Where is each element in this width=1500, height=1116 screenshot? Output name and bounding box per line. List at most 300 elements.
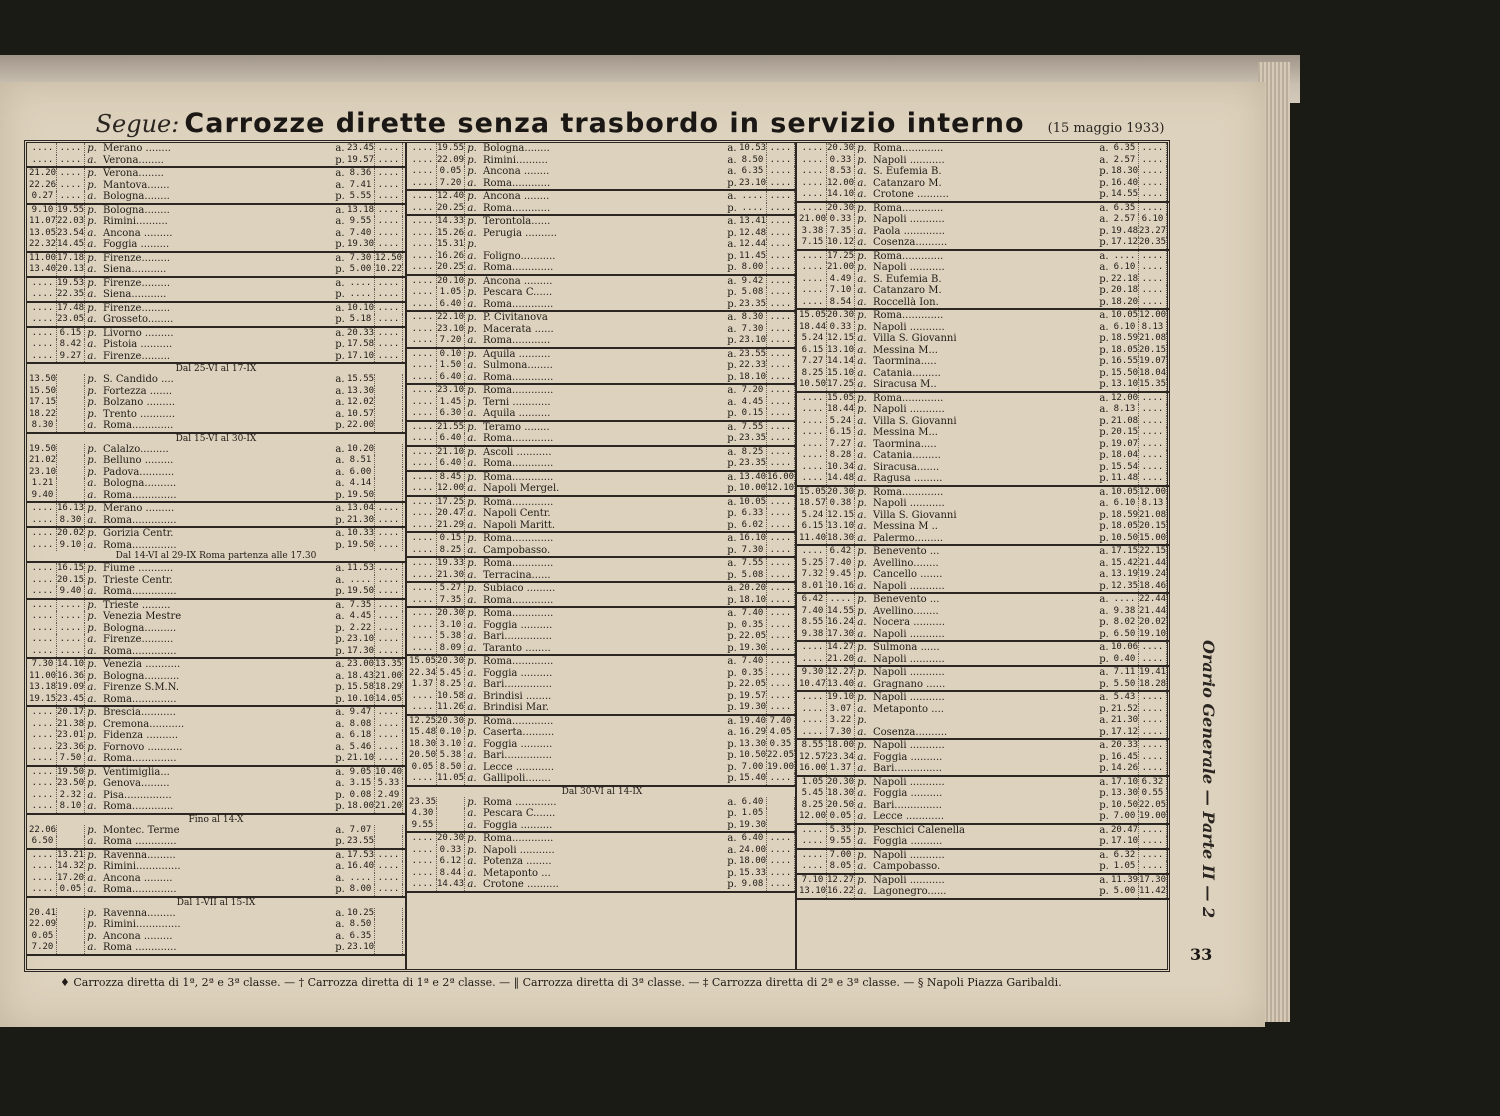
dep-arr-mark: p. bbox=[335, 539, 345, 551]
dep-arr-mark: a. bbox=[857, 438, 867, 450]
dep-arr-mark: p. bbox=[335, 634, 345, 645]
time-cell: 3.22 bbox=[827, 715, 855, 727]
route-block bbox=[797, 203, 1169, 251]
dep-arr-mark: p. bbox=[467, 239, 477, 250]
time-cell: .... bbox=[375, 646, 403, 658]
time-cell: 16.55 bbox=[1111, 356, 1139, 366]
dep-arr-mark: a. bbox=[727, 385, 737, 396]
time-cell: .... bbox=[767, 656, 795, 668]
station-name: Napoli ........... bbox=[873, 321, 945, 333]
dep-arr-mark: a. bbox=[857, 836, 867, 847]
timetable-row bbox=[29, 919, 403, 931]
time-cell: 18.00 bbox=[347, 801, 375, 811]
timetable-row bbox=[799, 594, 1167, 606]
dep-arr-mark: a. bbox=[857, 285, 867, 296]
dep-arr-mark: a. bbox=[467, 808, 477, 819]
dep-arr-mark: p. bbox=[467, 471, 477, 483]
time-cell: 11.42 bbox=[1139, 886, 1167, 896]
station-name: S. Eufemia B. bbox=[873, 166, 942, 177]
time-cell: 10.40 bbox=[375, 766, 403, 777]
dep-arr-mark: p. bbox=[467, 275, 477, 287]
time-cell: .... bbox=[57, 611, 85, 623]
time-cell: .... bbox=[409, 447, 437, 459]
time-cell: 14.55 bbox=[1111, 189, 1139, 199]
time-cell: 10.50 bbox=[799, 379, 827, 389]
time-cell: .... bbox=[767, 312, 795, 324]
station-name: Ancona ......... bbox=[103, 872, 173, 884]
time-cell: .... bbox=[799, 416, 827, 428]
time-cell: .... bbox=[29, 289, 57, 301]
dep-arr-mark: p. bbox=[727, 298, 737, 310]
time-cell: .... bbox=[799, 404, 827, 416]
time-cell: 18.30 bbox=[827, 788, 855, 798]
dep-arr-mark: p. bbox=[857, 321, 867, 333]
timetable-row bbox=[409, 879, 795, 891]
route-block bbox=[407, 216, 797, 276]
time-cell: 11.05 bbox=[437, 773, 465, 783]
station-name: Genova......... bbox=[103, 778, 170, 789]
time-cell: 11.48 bbox=[1111, 473, 1139, 483]
time-cell: .... bbox=[409, 372, 437, 384]
route-block bbox=[797, 251, 1169, 311]
station-name: Catanzaro M. bbox=[873, 285, 942, 296]
timetable-row bbox=[29, 339, 403, 351]
timetable-row bbox=[29, 646, 403, 658]
time-cell: 9.10 bbox=[29, 205, 57, 217]
time-cell: .... bbox=[409, 533, 437, 545]
time-cell: 11.39 bbox=[1111, 874, 1139, 885]
dep-arr-mark: a. bbox=[87, 836, 97, 847]
time-cell: 10.16 bbox=[827, 580, 855, 591]
time-cell: .... bbox=[375, 143, 403, 155]
time-cell: 21.10 bbox=[347, 753, 375, 763]
time-cell: .... bbox=[1139, 439, 1167, 451]
station-name: Siena........... bbox=[103, 289, 167, 300]
page-title: Carrozze dirette senza trasbordo in servizio interno bbox=[184, 108, 1025, 139]
dep-arr-mark: a. bbox=[467, 433, 477, 444]
route-block bbox=[797, 825, 1169, 850]
dep-arr-mark: a. bbox=[857, 225, 867, 237]
time-cell: .... bbox=[767, 668, 795, 680]
timetable-row bbox=[409, 570, 795, 582]
timetable-row bbox=[799, 262, 1167, 274]
time-cell: 0.05 bbox=[827, 811, 855, 823]
time-cell: .... bbox=[767, 679, 795, 691]
time-cell: 22.09 bbox=[29, 919, 57, 929]
timetable-row bbox=[799, 333, 1167, 345]
time-cell: 14.55 bbox=[827, 605, 855, 616]
timetable-row bbox=[799, 322, 1167, 334]
time-cell: 8.00 bbox=[347, 884, 375, 896]
time-cell bbox=[375, 919, 403, 931]
station-name: Roma.............. bbox=[103, 539, 177, 551]
time-cell: .... bbox=[29, 884, 57, 896]
dep-arr-mark: a. bbox=[857, 788, 867, 799]
time-cell: 7.40 bbox=[799, 606, 827, 618]
dep-arr-mark: a. bbox=[335, 670, 345, 682]
time-cell: 11.00 bbox=[29, 252, 57, 263]
time-cell: .... bbox=[409, 868, 437, 880]
dep-arr-mark: a. bbox=[335, 659, 345, 670]
timetable-row bbox=[29, 694, 403, 706]
dep-arr-mark: p. bbox=[1099, 415, 1109, 427]
time-cell: 21.20 bbox=[29, 168, 57, 178]
dep-arr-mark: a. bbox=[857, 751, 867, 763]
dep-arr-mark: a. bbox=[1099, 594, 1109, 605]
station-name: Bari............... bbox=[483, 750, 552, 761]
time-cell: 18.46 bbox=[1139, 580, 1167, 591]
dep-arr-mark: a. bbox=[1099, 569, 1109, 580]
dep-arr-mark: p. bbox=[727, 667, 737, 679]
time-cell: 23.55 bbox=[347, 836, 375, 846]
time-cell: .... bbox=[375, 586, 403, 598]
time-cell: .... bbox=[1139, 704, 1167, 716]
timetable-row bbox=[799, 427, 1167, 439]
time-cell: 21.30 bbox=[1111, 715, 1139, 725]
timetable-row bbox=[409, 656, 795, 668]
station-name: Roma............. bbox=[483, 533, 554, 544]
time-cell: .... bbox=[799, 825, 827, 837]
timetable-row bbox=[409, 691, 795, 703]
dep-arr-mark: a. bbox=[727, 533, 737, 544]
time-cell: 17.25 bbox=[827, 379, 855, 389]
station-name: Gallipoli........ bbox=[483, 773, 551, 784]
time-cell: .... bbox=[739, 203, 767, 215]
time-cell: 16.00 bbox=[799, 763, 827, 773]
dep-arr-mark: p. bbox=[87, 622, 97, 634]
time-cell: 5.24 bbox=[827, 416, 855, 428]
time-cell: 19.40 bbox=[739, 715, 767, 726]
dep-arr-mark: p. bbox=[467, 446, 477, 458]
dep-arr-mark: a. bbox=[467, 519, 477, 531]
time-cell: 13.04 bbox=[347, 503, 375, 513]
time-cell: .... bbox=[409, 324, 437, 336]
dep-arr-mark: a. bbox=[87, 634, 97, 645]
dep-arr-mark: p. bbox=[857, 486, 867, 498]
dep-arr-mark: a. bbox=[857, 379, 867, 390]
dep-arr-mark: a. bbox=[1099, 605, 1109, 617]
dep-arr-mark: a. bbox=[467, 458, 477, 469]
time-cell: 10.47 bbox=[799, 678, 827, 689]
timetable-row bbox=[29, 719, 403, 731]
time-cell: 15.05 bbox=[409, 656, 437, 666]
time-cell: 12.44 bbox=[739, 239, 767, 249]
station-name: Bologna.......... bbox=[103, 478, 177, 489]
time-cell: 23.05 bbox=[57, 314, 85, 324]
time-cell: 18.28 bbox=[1139, 678, 1167, 689]
time-cell: 10.05 bbox=[739, 496, 767, 507]
route-block bbox=[797, 546, 1169, 594]
station-name: Trento ........... bbox=[103, 408, 175, 420]
time-cell: .... bbox=[375, 563, 403, 575]
station-name: Foggia .......... bbox=[873, 788, 943, 799]
time-cell: 8.51 bbox=[347, 455, 375, 467]
time-cell: 5.45 bbox=[437, 668, 465, 680]
time-cell: 23.35 bbox=[409, 796, 437, 807]
dep-arr-mark: p. bbox=[335, 350, 345, 362]
time-cell bbox=[57, 386, 85, 398]
time-cell: 20.25 bbox=[437, 202, 465, 213]
dep-arr-mark: p. bbox=[727, 642, 737, 654]
dep-arr-mark: p. bbox=[335, 239, 345, 250]
time-cell bbox=[375, 467, 403, 479]
station-name: Napoli ........... bbox=[873, 498, 945, 509]
timetable-row bbox=[409, 820, 795, 832]
dep-arr-mark: a. bbox=[335, 872, 345, 884]
route-block bbox=[27, 898, 405, 956]
dep-arr-mark: a. bbox=[727, 275, 737, 287]
time-cell bbox=[375, 908, 403, 920]
timetable-row bbox=[29, 155, 403, 167]
dep-arr-mark: a. bbox=[467, 879, 477, 890]
time-cell: 20.10 bbox=[437, 275, 465, 286]
timetable-row bbox=[799, 825, 1167, 837]
dep-arr-mark: p. bbox=[727, 177, 737, 189]
time-cell bbox=[57, 444, 85, 456]
time-cell: .... bbox=[1139, 251, 1167, 263]
time-cell: .... bbox=[409, 508, 437, 520]
time-cell: 10.22 bbox=[375, 264, 403, 274]
time-cell: 7.55 bbox=[739, 558, 767, 570]
station-name: Ancona ......... bbox=[103, 930, 173, 942]
route-block bbox=[407, 422, 797, 447]
timetable-row bbox=[409, 276, 795, 288]
time-cell: 22.06 bbox=[29, 824, 57, 835]
station-name: Grosseto........ bbox=[103, 314, 174, 325]
time-cell: .... bbox=[767, 773, 795, 785]
dep-arr-mark: a. bbox=[467, 262, 477, 273]
timetable-row bbox=[29, 228, 403, 240]
time-cell: 18.44 bbox=[799, 321, 827, 332]
time-cell: 19.00 bbox=[767, 761, 795, 772]
station-name: Ragusa ......... bbox=[873, 473, 943, 484]
time-cell: 19.09 bbox=[57, 682, 85, 692]
station-name: Bari............... bbox=[483, 631, 552, 642]
time-cell: 18.10 bbox=[739, 371, 767, 382]
station-name: Lecce ............ bbox=[483, 761, 555, 773]
time-cell: 19.50 bbox=[57, 766, 85, 777]
time-cell: .... bbox=[29, 850, 57, 862]
station-name: Fornovo ........... bbox=[103, 741, 183, 753]
time-cell: 20.13 bbox=[57, 264, 85, 274]
station-name: Roma............. bbox=[103, 801, 174, 812]
time-cell: 0.05 bbox=[437, 166, 465, 178]
timetable-row bbox=[799, 226, 1167, 238]
timetable-row bbox=[409, 262, 795, 274]
time-cell: 16.22 bbox=[827, 886, 855, 896]
dep-arr-mark: a. bbox=[467, 773, 477, 784]
time-cell: 7.40 bbox=[347, 228, 375, 240]
timetable-row bbox=[29, 216, 403, 228]
station-name: Bolzano ......... bbox=[103, 397, 176, 408]
time-cell: 7.40 bbox=[767, 716, 795, 728]
station-name bbox=[869, 715, 1097, 727]
dep-arr-mark: p. bbox=[1099, 580, 1109, 592]
dep-arr-mark: p. bbox=[467, 154, 477, 166]
time-cell: .... bbox=[375, 303, 403, 315]
timetable-row bbox=[409, 335, 795, 347]
time-cell: 18.04 bbox=[1111, 450, 1139, 460]
time-cell: 10.06 bbox=[1111, 642, 1139, 652]
station-name: Campobasso. bbox=[873, 861, 941, 872]
station-name: Padova........... bbox=[103, 466, 175, 478]
time-cell: 7.30 bbox=[739, 324, 767, 336]
time-cell: 8.50 bbox=[347, 919, 375, 931]
dep-arr-mark: p. bbox=[857, 214, 867, 225]
time-cell: 6.10 bbox=[1111, 498, 1139, 510]
station-name: Roma............. bbox=[483, 656, 554, 667]
dep-arr-mark: a. bbox=[335, 861, 345, 872]
time-cell: .... bbox=[409, 472, 437, 484]
timetable-row bbox=[799, 617, 1167, 629]
time-cell: 20.15 bbox=[1111, 427, 1139, 437]
dep-arr-mark: a. bbox=[335, 252, 345, 264]
station-name: Fiume ........... bbox=[103, 563, 174, 574]
time-cell: 15.42 bbox=[1111, 557, 1139, 568]
time-cell: 20.50 bbox=[409, 750, 437, 760]
dep-arr-mark: a. bbox=[467, 335, 477, 346]
time-cell bbox=[57, 374, 85, 386]
timetable-row bbox=[29, 540, 403, 552]
time-cell: .... bbox=[29, 778, 57, 790]
station-name: Pistoia .......... bbox=[103, 339, 173, 350]
time-cell: .... bbox=[767, 595, 795, 607]
time-cell: .... bbox=[375, 850, 403, 862]
dep-arr-mark: p. bbox=[87, 730, 97, 741]
time-cell: .... bbox=[1139, 189, 1167, 201]
timetable-row bbox=[29, 623, 403, 635]
time-cell: 6.42 bbox=[799, 594, 827, 606]
station-name: Fidenza .......... bbox=[103, 730, 179, 741]
time-cell: 13.30 bbox=[347, 385, 375, 396]
time-cell: 23.00 bbox=[347, 659, 375, 669]
station-name: Ancona ......... bbox=[483, 275, 553, 287]
timetable-row bbox=[799, 861, 1167, 873]
station-name: Nocera .......... bbox=[873, 617, 945, 628]
time-cell: .... bbox=[767, 691, 795, 703]
time-cell: .... bbox=[375, 515, 403, 527]
time-cell: .... bbox=[767, 447, 795, 459]
time-cell: .... bbox=[767, 545, 795, 557]
station-name: Macerata ...... bbox=[483, 323, 554, 335]
time-cell: 0.55 bbox=[1139, 788, 1167, 800]
dep-arr-mark: a. bbox=[87, 264, 97, 275]
time-cell: .... bbox=[409, 178, 437, 190]
timetable-row bbox=[799, 379, 1167, 391]
time-cell: 8.55 bbox=[799, 740, 827, 752]
route-block bbox=[797, 777, 1169, 825]
time-cell: .... bbox=[409, 691, 437, 703]
time-cell: .... bbox=[799, 274, 827, 286]
dep-arr-mark: a. bbox=[87, 478, 97, 489]
timetable-row bbox=[799, 679, 1167, 691]
time-cell: 18.30 bbox=[1111, 166, 1139, 176]
time-cell: .... bbox=[29, 753, 57, 765]
time-cell: .... bbox=[409, 239, 437, 251]
station-name: Trieste Centr. bbox=[103, 574, 173, 586]
time-cell: 2.57 bbox=[1111, 155, 1139, 167]
time-cell: 20.02 bbox=[1139, 617, 1167, 627]
time-cell: .... bbox=[375, 503, 403, 515]
dep-arr-mark: p. bbox=[1099, 751, 1109, 763]
dep-arr-mark: p. bbox=[467, 833, 477, 844]
timetable-row bbox=[29, 575, 403, 587]
station-name: Roma ............. bbox=[483, 796, 557, 808]
time-cell: 19.10 bbox=[1139, 628, 1167, 639]
timetable-row bbox=[799, 274, 1167, 286]
time-cell: 21.00 bbox=[827, 262, 855, 272]
time-cell: 24.00 bbox=[739, 844, 767, 855]
timetable-row bbox=[409, 558, 795, 570]
route-block bbox=[407, 787, 797, 834]
dep-arr-mark: p. bbox=[467, 216, 477, 227]
time-cell: 21.20 bbox=[375, 801, 403, 811]
station-name: Napoli ........... bbox=[873, 628, 945, 640]
dep-arr-mark: p. bbox=[467, 558, 477, 569]
time-cell: .... bbox=[409, 422, 437, 434]
time-cell: .... bbox=[375, 600, 403, 612]
time-cell: 8.54 bbox=[827, 297, 855, 309]
station-name: Siena........... bbox=[103, 264, 167, 275]
time-cell: 13.30 bbox=[739, 738, 767, 749]
station-name: Aquila .......... bbox=[483, 408, 551, 419]
dep-arr-mark: a. bbox=[857, 356, 867, 367]
time-cell: 11.00 bbox=[29, 670, 57, 681]
time-cell: 0.05 bbox=[409, 762, 437, 774]
time-cell: .... bbox=[29, 528, 57, 540]
dep-arr-mark: p. bbox=[857, 594, 867, 605]
dep-arr-mark: a. bbox=[467, 761, 477, 773]
time-cell: .... bbox=[799, 393, 827, 405]
timetable-row bbox=[799, 462, 1167, 474]
timetable-row bbox=[29, 444, 403, 456]
dep-arr-mark: a. bbox=[335, 143, 345, 154]
dep-arr-mark: a. bbox=[727, 421, 737, 433]
time-cell: .... bbox=[409, 879, 437, 891]
station-name: Avellino........ bbox=[873, 605, 939, 617]
time-cell bbox=[375, 444, 403, 456]
time-cell: 13.21 bbox=[57, 849, 85, 860]
dep-arr-mark: a. bbox=[727, 191, 737, 202]
time-cell: 7.20 bbox=[739, 385, 767, 397]
time-cell: 21.44 bbox=[1139, 557, 1167, 568]
time-cell: 11.53 bbox=[347, 563, 375, 573]
dep-arr-mark: p. bbox=[87, 374, 97, 385]
time-cell: .... bbox=[767, 166, 795, 178]
station-name: Crotone .......... bbox=[483, 879, 559, 890]
station-name bbox=[479, 239, 725, 251]
time-cell: 12.00 bbox=[437, 483, 465, 493]
time-cell: 6.40 bbox=[437, 433, 465, 445]
station-name: Bologna........ bbox=[103, 191, 170, 202]
time-cell: 7.35 bbox=[437, 595, 465, 607]
dep-arr-mark: p. bbox=[335, 420, 345, 431]
time-cell: .... bbox=[375, 634, 403, 646]
time-cell: 20.47 bbox=[437, 508, 465, 518]
dep-arr-mark: p. bbox=[727, 202, 737, 214]
station-name: Roma............. bbox=[483, 608, 554, 619]
dep-arr-mark: a. bbox=[335, 741, 345, 753]
time-cell bbox=[57, 931, 85, 943]
station-name: Napoli ........... bbox=[873, 692, 945, 703]
time-cell: .... bbox=[375, 611, 403, 623]
time-cell: 1.05 bbox=[1111, 861, 1139, 873]
dep-arr-mark: a. bbox=[87, 514, 97, 526]
time-cell: .... bbox=[29, 143, 57, 155]
timetable-row bbox=[29, 386, 403, 398]
time-cell: 12.50 bbox=[375, 252, 403, 263]
timetable-row bbox=[409, 545, 795, 557]
